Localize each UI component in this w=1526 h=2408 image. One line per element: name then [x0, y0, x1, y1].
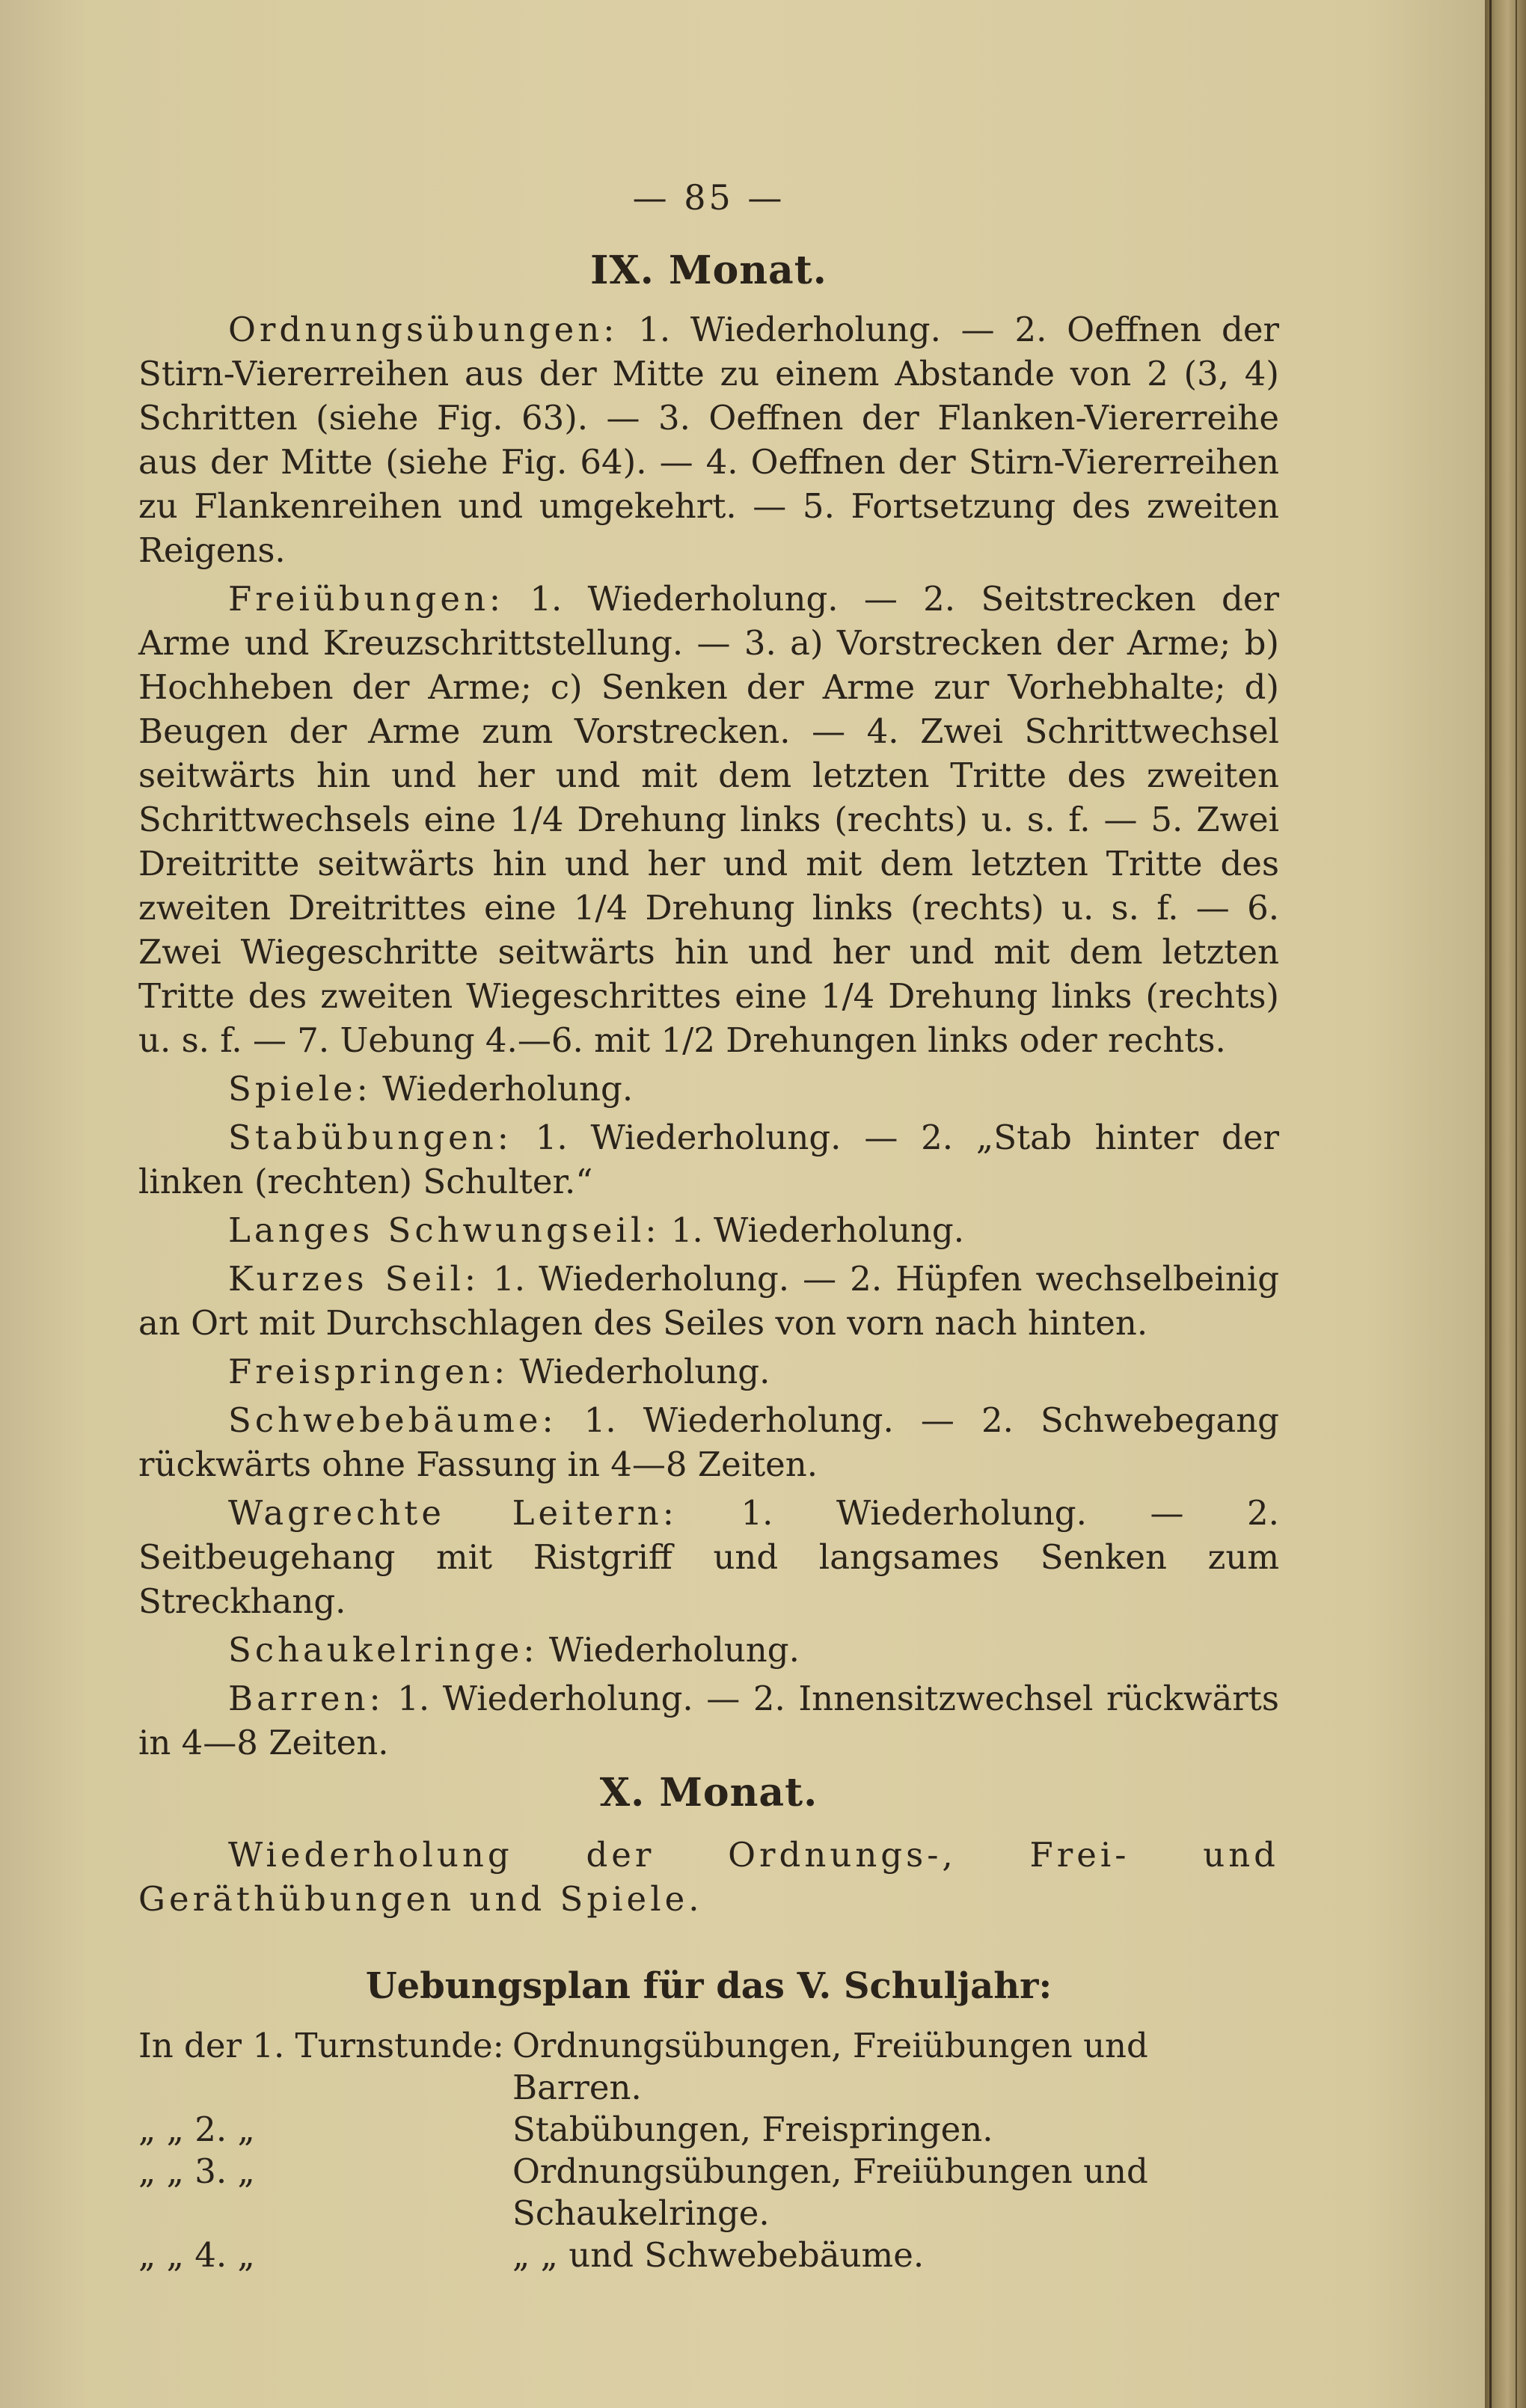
paragraph-label: Langes Schwungseil:	[228, 1210, 661, 1250]
paragraph-label: Schwebebäume:	[228, 1400, 557, 1440]
paragraph-text: 1. Wiederholung. — 2. Seitstrecken der Arme und Kreuzschrittstellung. — 3. a) Vorstrecken der Arme; b) Hochheben der Arme; c) Senken der Arme zur Vorhebhalte; d) Beugen der Arme zum Vorstrecken. — 4. Zwei Schrittwechsel seitwärts hin und her und mit dem letzten Tritte des zweiten Schrittwechsels eine 1/4 Drehung links (rechts) u. s. f. — 5. Zwei Dreitritte seitwärts hin und her und mit dem letzten Tritte des zweiten Dreitrittes eine 1/4 Drehung links (rechts) u. s. f. — 6. Zwei Wiegeschritte seitwärts hin und her und mit dem letzten Tritte des zweiten Wiegeschrittes eine 1/4 Drehung links (rechts) u. s. f. — 7. Uebung 4.—6. mit 1/2 Drehungen links oder rechts.	[138, 579, 1279, 1060]
paragraph-text: 1. Wiederholung. — 2. „Stab hinter der linken (rechten) Schulter.“	[138, 1118, 1279, 1201]
lesson-plan-table	[138, 2025, 1279, 2276]
paragraph-text: 1. Wiederholung.	[670, 1210, 965, 1250]
paragraph-text: Wiederholung.	[519, 1352, 770, 1391]
plan-lead: „ „ 3. „	[138, 2151, 255, 2191]
page-content	[138, 176, 1279, 2276]
plan-lead: „ „ 2. „	[138, 2110, 255, 2149]
paragraph-schaukelringe	[138, 1628, 1279, 1672]
paragraph-label: Wagrechte Leitern:	[228, 1493, 678, 1533]
paragraph-label: Kurzes Seil:	[228, 1259, 480, 1299]
page-number: — 85 —	[632, 177, 785, 218]
paragraph-label: Barren:	[228, 1679, 384, 1718]
paragraph-text: 1. Wiederholung. — 2. Innensitzwechsel rückwärts in 4—8 Zeiten.	[138, 1679, 1279, 1762]
paragraph-stabuebungen	[138, 1115, 1279, 1204]
paragraph-wagrechte-leitern	[138, 1491, 1279, 1623]
book-spine-edge	[1485, 0, 1526, 2408]
paragraph-text: 1. Wiederholung. — 2. Hüpfen wechselbeinig an Ort mit Durchschlagen des Seiles von vorn nach hinten.	[138, 1259, 1279, 1343]
plan-lead: „ „ 4. „	[138, 2235, 255, 2275]
plan-content: Ordnungsübungen, Freiübungen und Schaukelringe.	[512, 2151, 1148, 2233]
paragraph-label: Schaukelringe:	[228, 1630, 539, 1670]
paragraph-text: Wiederholung.	[382, 1069, 634, 1109]
plan-content: „ „ und Schwebebäume.	[512, 2235, 925, 2275]
plan-lead: In der 1. Turnstunde:	[138, 2026, 504, 2065]
plan-content: Stabübungen, Freispringen.	[512, 2110, 993, 2149]
paragraph-month-10: Wiederholung der Ordnungs-, Frei- und Geräthübungen und Spiele.	[138, 1835, 1279, 1919]
paragraph-text: 1. Wiederholung. — 2. Seitbeugehang mit Ristgriff und langsames Senken zum Streckhang.	[138, 1493, 1279, 1621]
paragraph-spiele	[138, 1067, 1279, 1111]
paragraph-text: Wiederholung.	[548, 1630, 800, 1670]
table-row	[138, 2151, 1279, 2234]
paragraph-label: Spiele:	[228, 1069, 372, 1109]
plan-title: Uebungsplan für das V. Schuljahr:	[365, 1965, 1052, 2007]
month-10-heading: X. Monat.	[599, 1770, 818, 1816]
paragraph-label: Ordnungsübungen:	[228, 310, 619, 349]
table-row	[138, 2025, 1279, 2109]
paragraph-kurzes-seil	[138, 1257, 1279, 1345]
paragraph-ordnungsuebungen	[138, 307, 1279, 572]
paragraph-label: Freiübungen:	[228, 579, 505, 619]
table-row	[138, 2109, 1279, 2151]
paragraph-langes-schwungseil	[138, 1208, 1279, 1252]
month-9-heading: IX. Monat.	[590, 248, 827, 293]
table-row	[138, 2234, 1279, 2276]
paragraph-label: Stabübungen:	[228, 1118, 512, 1157]
paragraph-schwebebaeume	[138, 1398, 1279, 1486]
paragraph-freispringen	[138, 1349, 1279, 1394]
paragraph-text: 1. Wiederholung. — 2. Schwebegang rückwärts ohne Fassung in 4—8 Zeiten.	[138, 1400, 1279, 1484]
paragraph-text: 1. Wiederholung. — 2. Oeffnen der Stirn-Viererreihen aus der Mitte zu einem Abstande von 2 (3, 4) Schritten (siehe Fig. 63). — 3. Oeffnen der Flanken-Viererreihe aus der Mitte (siehe Fig. 64). — 4. Oeffnen der Stirn-Viererreihen zu Flankenreihen und umgekehrt. — 5. Fortsetzung des zweiten Reigens.	[138, 310, 1279, 570]
paragraph-barren	[138, 1676, 1279, 1765]
paragraph-freiuebungen	[138, 577, 1279, 1062]
paragraph-label: Freispringen:	[228, 1352, 509, 1391]
plan-content: Ordnungsübungen, Freiübungen und Barren.	[512, 2026, 1148, 2107]
